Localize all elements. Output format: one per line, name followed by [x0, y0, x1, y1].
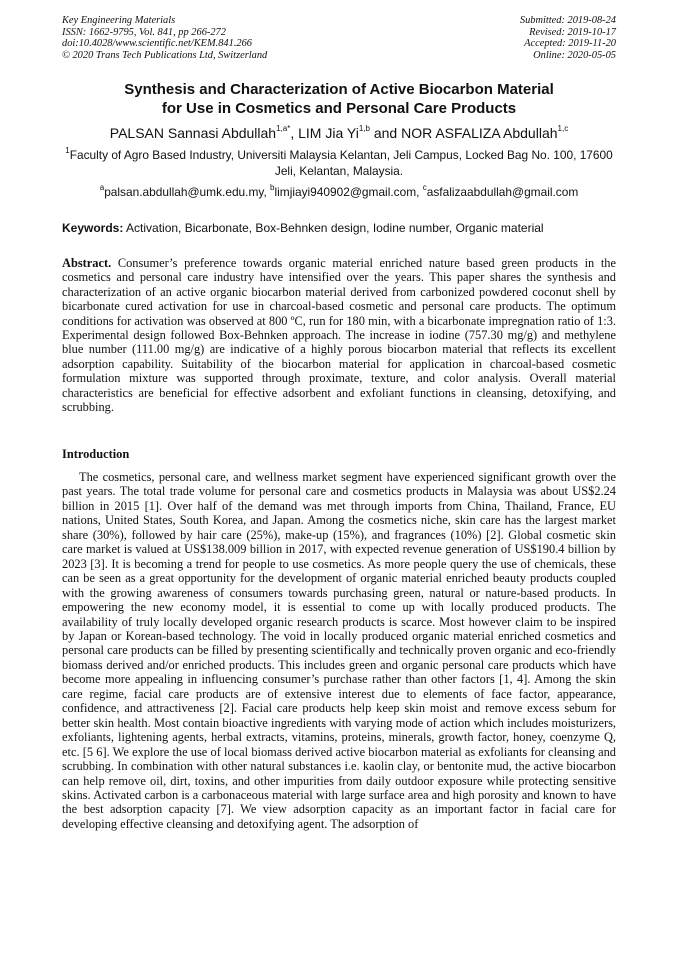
author-list: [62, 124, 616, 142]
journal-doi: doi:10.4028/www.scientific.net/KEM.841.266: [62, 38, 252, 50]
email-b-mark: b: [270, 183, 275, 193]
affiliation-mark: 1: [65, 146, 70, 156]
journal-info: [62, 15, 267, 61]
journal-issn: ISSN: 1662-9795, Vol. 841, pp 266-272: [62, 26, 226, 38]
keywords-label: Keywords:: [62, 221, 124, 235]
author-separator-2: and: [369, 125, 402, 141]
date-accepted: Accepted: 2019-11-20: [524, 38, 616, 50]
affiliation: [62, 148, 616, 179]
title-line-2: for Use in Cosmetics and Personal Care Products: [161, 99, 517, 117]
email-a-mark: a: [99, 183, 105, 193]
author-2-affiliation-mark: 1,b: [358, 124, 370, 134]
email-c: asfalizaabdullah@gmail.com: [426, 185, 579, 199]
author-3-affiliation-mark: 1,c: [557, 124, 569, 134]
abstract-text: Consumer’s preference towards organic material enriched nature based green products in the cosmetics and personal care industry have intensified over the years. This paper shares the synthesis and characterization of an active organic biocarbon material derived from carbonized powdered coconut shell by bicarbonate cured activation for use in charcoal-based cosmetic and personal care products. The optimum conditions for activation was observed at 800 ºC, run for 180 min, with a bicarbonate impregnation ratio of 1:3. Experimental design followed Box-Behnken approach. The increase in iodine (757.30 mg/g) and methylene blue number (111.00 mg/g) are indicative of a highly porous biocarbon material that reflects its excellent adsorption capability. Suitability of the biocarbon material for application in charcoal-based cosmetic formulation mixture was supported through proximate, texture, and color analysis. Overall material characteristics are beneficial for effective adsorbent and exfoliant functions in cleansing, detoxifying, and scrubbing.: [62, 256, 616, 415]
keywords-text: Activation, Bicarbonate, Box-Behnken design, Iodine number, Organic material: [123, 221, 544, 235]
email-c-mark: c: [422, 183, 427, 193]
date-revised: Revised: 2019-10-17: [529, 26, 616, 38]
keywords: [62, 220, 616, 236]
journal-copyright: © 2020 Trans Tech Publications Ltd, Switzerland: [62, 49, 268, 61]
email-a: palsan.abdullah@umk.edu.my,: [104, 185, 271, 199]
date-online: Online: 2020-05-05: [533, 49, 616, 61]
abstract: [62, 256, 616, 414]
author-1: PALSAN Sannasi Abdullah: [109, 125, 277, 141]
author-emails: [62, 185, 616, 200]
author-separator-1: ,: [290, 125, 299, 141]
author-1-affiliation-mark: 1,a*: [276, 124, 291, 134]
introduction-body: The cosmetics, personal care, and wellness market segment have experienced significant growth over the past years. The total trade volume for personal care and cosmetics products in Malaysia was about US$2.24 billion in 2015 [1]. Over half of the demand was met through imports from China, Thailand, France, EU nations, United States, South Korea, and Japan. Among the cosmetics niche, skin care has the largest market share (30%), followed by hair care (25%), make-up (15%), and fragrances (10%) [2]. Global cosmetic skin care market is valued at US$138.009 billion in 2017, with expected revenue generation of US$190.4 billion by 2023 [3]. It is becoming a trend for people to use cosmetics. As more people query the use of chemicals, these can be seen as a great opportunity for the development of organic material enriched beauty products coupled with the growing awareness of consumers towards purchasing green, natural or nature-based products. In empowering the new economy model, it is essential to come up with locally produced products. The availability of truly locally developed organic research products is scarce. Most however claim to be inspired by Japan or Korean-based technology. The void in locally produced organic material enriched cosmetics and personal care products can be filled by presenting scientifically and technically proven organic and eco-friendly biomass derived and/or enriched products. This includes green and organic personal care products which have become more appealing in influencing consumer’s purchase rather than other factors [1, 4]. Among the skin care regime, facial care products are of extensive interest due to elements of face factor, appearance, confidence, and attractiveness [2]. Facial care products help keep skin moist and remove excess sebum for better skin health. Most contain bioactive ingredients with varying mode of action which includes moisturizers, exfoliants, lightening agents, herbal extracts, vitamins, proteins, minerals, growth factor, honey, coenzyme Q, etc. [5 6]. We explore the use of local biomass derived active biocarbon material as exfoliants for cleansing and scrubbing. In combination with other natural substances i.e. kaolin clay, or bentonite mud, the active biocarbon can help remove oil, dirt, toxins, and other impurities from daily outdoor exposure while protecting sensitive skins. Activated carbon is a carbonaceous material with large surface area and high porosity and known to have the best adsorption capacity [7]. We view adsorption capacity as an important factor in facial care for developing effective cleansing and detoxifying agent. The adsorption of: [62, 470, 616, 831]
publication-dates: [520, 15, 616, 61]
author-2: LIM Jia Yi: [298, 125, 359, 141]
title-line-1: Synthesis and Characterization of Active Biocarbon Material: [124, 81, 554, 98]
introduction-heading: Introduction: [62, 447, 130, 461]
email-b: limjiayi940902@gmail.com,: [274, 185, 423, 199]
date-submitted: Submitted: 2019-08-24: [519, 15, 616, 26]
paper-title: [62, 81, 616, 118]
affiliation-text: Faculty of Agro Based Industry, Universiti Malaysia Kelantan, Jeli Campus, Locked Bag No. 100, 17600 Jeli, Kelantan, Malaysia.: [69, 148, 613, 178]
author-3: NOR ASFALIZA Abdullah: [401, 125, 558, 141]
abstract-label: Abstract.: [62, 256, 112, 270]
journal-name: Key Engineering Materials: [62, 15, 176, 26]
